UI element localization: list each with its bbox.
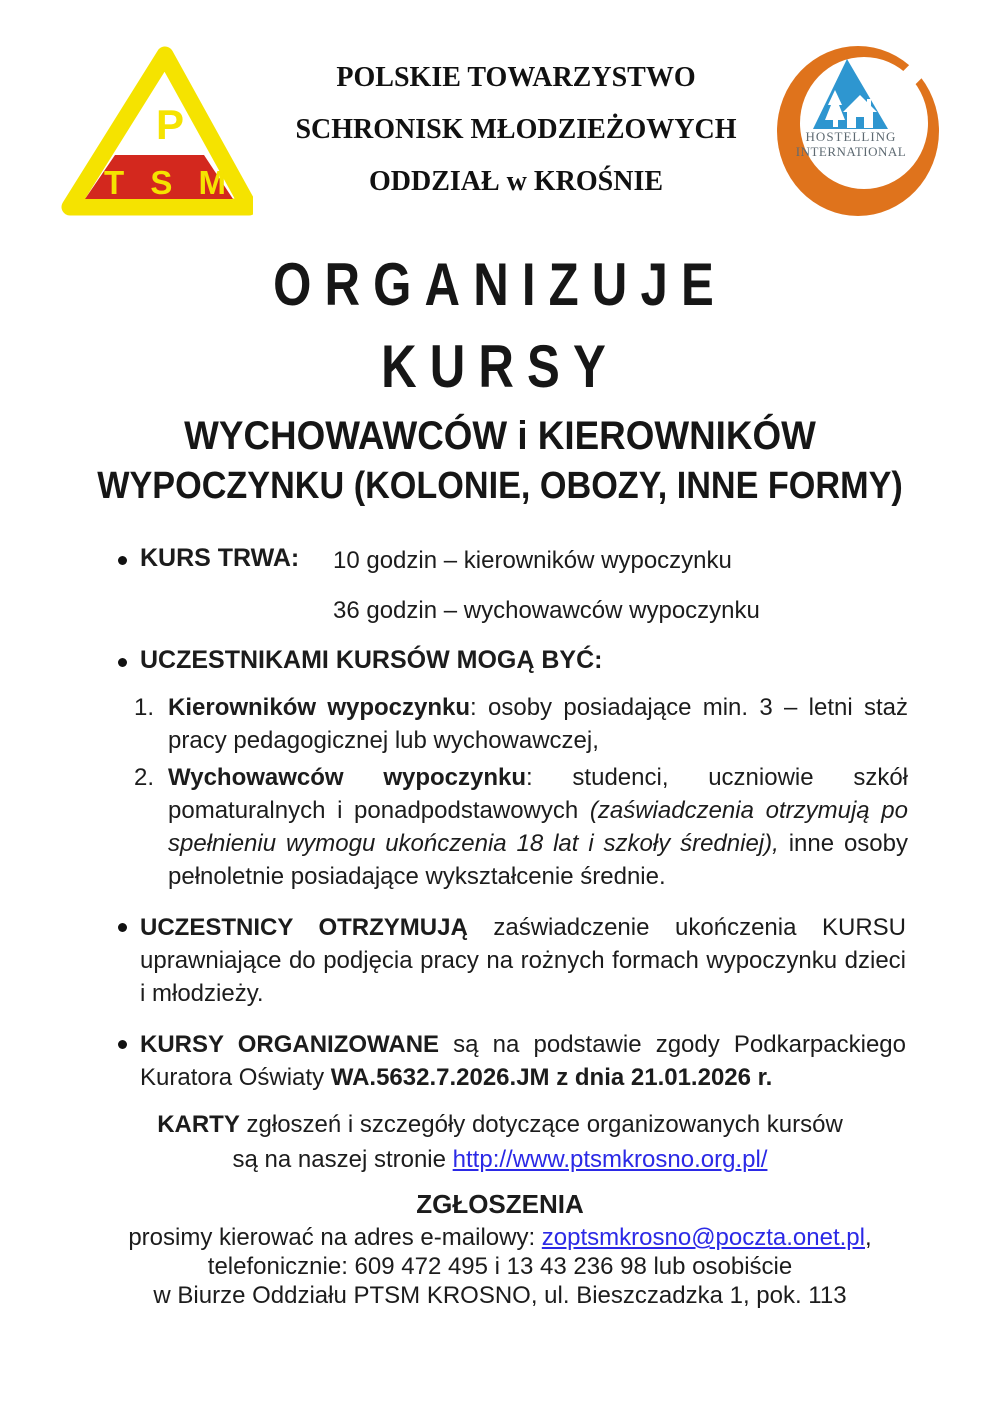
participants-label: UCZESTNIKAMI KURSÓW MOGĄ BYĆ:	[140, 646, 603, 674]
ptsm-letter-p: P	[155, 101, 185, 148]
applications-heading: ZGŁOSZENIA	[416, 1189, 584, 1219]
title-wychowawcow: WYCHOWAWCÓW i KIEROWNIKÓW	[184, 414, 816, 458]
email-prefix: prosimy kierować na adres e-mailowy:	[128, 1224, 542, 1251]
title-organizuje: ORGANIZUJE	[273, 251, 727, 318]
organization-name	[260, 52, 772, 208]
approval-text: są na podstawie zgody Podkarpackiego Kuratora Oświaty	[140, 1031, 906, 1091]
course-duration-values	[333, 544, 760, 627]
list-item-1-bold: Kierowników wypoczynku	[168, 694, 471, 721]
cards-paragraph	[150, 1107, 850, 1177]
contact-email-line	[0, 1224, 1000, 1252]
hi-house-door	[856, 117, 864, 128]
list-number: 2.	[134, 764, 155, 791]
course-duration-line-1: 10 godzin – kierowników wypoczynku	[333, 547, 732, 574]
ptsm-letters-tsm: TSM	[104, 164, 226, 201]
org-name-line-2: SCHRONISK MŁODZIEŻOWYCH	[295, 114, 737, 145]
hi-text-line-1: HOSTELLING	[805, 129, 897, 144]
bullet-dot	[118, 658, 127, 667]
certificate-text: zaświadczenie ukończenia KURSU uprawniające do podjęcia pracy na rożnych formach wypoczynku dzieci i młodzieży.	[140, 914, 907, 1007]
list-item-2-bold: Wychowawców wypoczynku	[168, 764, 527, 791]
title-wypoczynku: WYPOCZYNKU (KOLONIE, OBOZY, INNE FORMY)	[97, 465, 903, 507]
org-name-line-3: ODDZIAŁ w KROŚNIE	[368, 166, 664, 197]
ptsm-logo	[57, 42, 253, 222]
list-item-2-text: : studenci, uczniowie szkół pomaturalnych i ponadpodstawowych	[168, 764, 909, 824]
contact-block	[0, 1224, 1000, 1311]
contact-phone-line: telefonicznie: 609 472 495 i 13 43 236 98 lub osobiście	[207, 1253, 793, 1280]
list-item-1	[134, 691, 909, 757]
list-item-2-italic: (zaświadczenia otrzymują po spełnieniu wymogu ukończenia 18 lat i szkoły średniej),	[168, 797, 908, 857]
certificate-paragraph	[140, 911, 906, 1010]
participants-list	[134, 691, 909, 893]
approval-bold-1: KURSY ORGANIZOWANE	[140, 1031, 440, 1058]
hostelling-international-logo	[775, 44, 941, 218]
org-name-line-1: POLSKIE TOWARZYSTWO	[336, 62, 696, 93]
cards-text: zgłoszeń i szczegóły dotyczące organizowanych kursów są na naszej stronie	[232, 1111, 843, 1173]
certificate-bold: UCZESTNICY OTRZYMUJĄ	[140, 914, 468, 941]
course-duration-line-2: 36 godzin – wychowawców wypoczynku	[333, 597, 760, 624]
hi-text-line-2: INTERNATIONAL	[795, 144, 907, 159]
cards-bold: KARTY	[157, 1111, 240, 1138]
list-item-1-text: : osoby posiadające min. 3 – letni staż pracy pedagogicznej lub wychowawczej,	[168, 694, 909, 754]
title-kursy: KURSY	[381, 333, 619, 400]
list-item-2-tail: inne osoby pełnoletnie posiadające wykształcenie średnie.	[168, 830, 908, 890]
email-link[interactable]: zoptsmkrosno@poczta.onet.pl	[541, 1224, 865, 1251]
list-item-2	[134, 761, 909, 893]
bullet-dot	[118, 556, 127, 565]
list-number: 1.	[134, 694, 155, 721]
approval-paragraph	[140, 1028, 906, 1094]
bullet-dot	[118, 1040, 127, 1049]
contact-address-line: w Biurze Oddziału PTSM KROSNO, ul. Bieszczadzka 1, pok. 113	[153, 1282, 847, 1309]
course-duration-label: KURS TRWA:	[140, 544, 300, 572]
bullet-dot	[118, 923, 127, 932]
approval-reference-number: WA.5632.7.2026.JM z dnia 21.01.2026 r.	[330, 1064, 773, 1091]
website-link[interactable]: http://www.ptsmkrosno.org.pl/	[452, 1146, 768, 1173]
email-suffix: ,	[865, 1224, 872, 1251]
